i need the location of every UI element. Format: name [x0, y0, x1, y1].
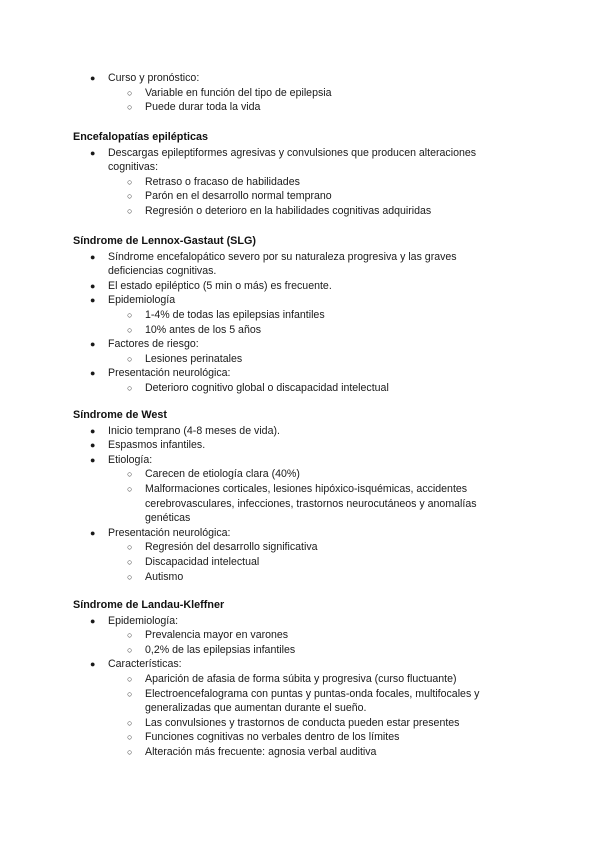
list-item: Inicio temprano (4-8 meses de vida). [108, 424, 280, 437]
sub-list-item: Funciones cognitivas no verbales dentro de los límites [145, 731, 400, 744]
bullet-filled-icon: ● [90, 368, 96, 379]
bullet-hollow-icon: ○ [127, 557, 133, 567]
sub-list-item: Parón en el desarrollo normal temprano [145, 190, 332, 203]
list-item: El estado epiléptico (5 min o más) es frecuente. [108, 279, 332, 292]
bullet-hollow-icon: ○ [127, 484, 133, 494]
bullet-hollow-icon: ○ [127, 383, 133, 393]
bullet-hollow-icon: ○ [127, 353, 133, 364]
bullet-filled-icon: ● [90, 527, 96, 538]
bullet-filled-icon: ● [90, 280, 96, 291]
sub-list-item: Aparición de afasia de forma súbita y progresiva (curso fluctuante) [145, 673, 457, 685]
bullet-filled-icon: ● [90, 251, 96, 262]
bullet-hollow-icon: ○ [127, 324, 133, 335]
section-heading: Síndrome de Landau-Kleffner [73, 599, 225, 611]
bullet-filled-icon: ● [90, 454, 96, 465]
bullet-hollow-icon: ○ [127, 542, 133, 553]
bullet-filled-icon: ● [90, 339, 96, 350]
bullet-hollow-icon: ○ [127, 176, 133, 187]
section-heading: Síndrome de West [73, 409, 167, 421]
bullet-hollow-icon: ○ [127, 644, 133, 655]
bullet-filled-icon: ● [90, 295, 96, 306]
bullet-hollow-icon: ○ [127, 310, 133, 320]
sub-list-item: Regresión o deterioro en la habilidades cognitivas adquiridas [145, 205, 432, 217]
bullet-filled-icon: ● [90, 615, 96, 626]
sub-list-item: Variable en función del tipo de epilepsia [145, 86, 332, 99]
bullet-hollow-icon: ○ [127, 688, 133, 699]
sub-list-item: Prevalencia mayor en varones [145, 629, 289, 642]
sub-list-item: Autismo [145, 570, 184, 583]
list-item: Características: [108, 658, 182, 671]
bullet-hollow-icon: ○ [127, 206, 133, 216]
section-heading: Encefalopatías epilépticas [73, 131, 209, 143]
bullet-hollow-icon: ○ [127, 717, 133, 728]
bullet-hollow-icon: ○ [127, 571, 133, 582]
sub-list-item: Malformaciones corticales, lesiones hipóxico-isquémicas, accidentes cerebrovasculares, infecciones, trastornos neurocutáneos y anomalías genéticas [145, 483, 477, 525]
section-heading: Síndrome de Lennox-Gastaut (SLG) [73, 235, 256, 247]
bullet-hollow-icon: ○ [127, 102, 133, 113]
bullet-hollow-icon: ○ [127, 630, 133, 641]
bullet-filled-icon: ● [90, 73, 96, 83]
sub-list-item: 0,2% de las epilepsias infantiles [145, 643, 296, 656]
sub-list-item: Discapacidad intelectual [145, 556, 260, 568]
bullet-hollow-icon: ○ [127, 469, 133, 480]
bullet-hollow-icon: ○ [127, 674, 133, 684]
list-item: Epidemiología [108, 294, 176, 307]
list-item: Presentación neurológica: [108, 367, 231, 380]
list-item: Espasmos infantiles. [108, 439, 206, 452]
sub-list-item: Carecen de etiología clara (40%) [145, 468, 300, 481]
sub-list-item: Retraso o fracaso de habilidades [145, 175, 300, 188]
bullet-filled-icon: ● [90, 440, 96, 451]
list-item: Etiología: [108, 453, 153, 466]
sub-list-item: Electroencefalograma con puntas y puntas-onda focales, multifocales y generalizadas que aumentan durante el sueño. [145, 687, 480, 715]
bullet-hollow-icon: ○ [127, 732, 133, 743]
bullet-hollow-icon: ○ [127, 747, 133, 757]
list-item: Epidemiología: [108, 614, 179, 627]
list-item: Curso y pronóstico: [108, 72, 200, 84]
bullet-filled-icon: ● [90, 659, 96, 670]
list-item: Factores de riesgo: [108, 338, 199, 351]
bullet-filled-icon: ● [90, 425, 96, 436]
list-item: Síndrome encefalopático severo por su naturaleza progresiva y las graves deficiencias cognitivas. [108, 250, 457, 278]
list-item: Presentación neurológica: [108, 526, 231, 539]
sub-list-item: Alteración más frecuente: agnosia verbal auditiva [145, 746, 377, 758]
bullet-hollow-icon: ○ [127, 87, 133, 98]
sub-list-item: Lesiones perinatales [145, 352, 243, 365]
sub-list-item: 1-4% de todas las epilepsias infantiles [145, 309, 325, 321]
sub-list-item: Deterioro cognitivo global o discapacidad intelectual [145, 382, 389, 394]
sub-list-item: Regresión del desarrollo significativa [145, 541, 318, 554]
bullet-filled-icon: ● [90, 147, 96, 158]
sub-list-item: Puede durar toda la vida [145, 101, 261, 114]
list-item: Descargas epileptiformes agresivas y convulsiones que producen alteraciones cognitivas: [108, 146, 477, 174]
bullet-hollow-icon: ○ [127, 191, 133, 202]
sub-list-item: 10% antes de los 5 años [145, 323, 262, 336]
sub-list-item: Las convulsiones y trastornos de conducta pueden estar presentes [145, 716, 460, 729]
